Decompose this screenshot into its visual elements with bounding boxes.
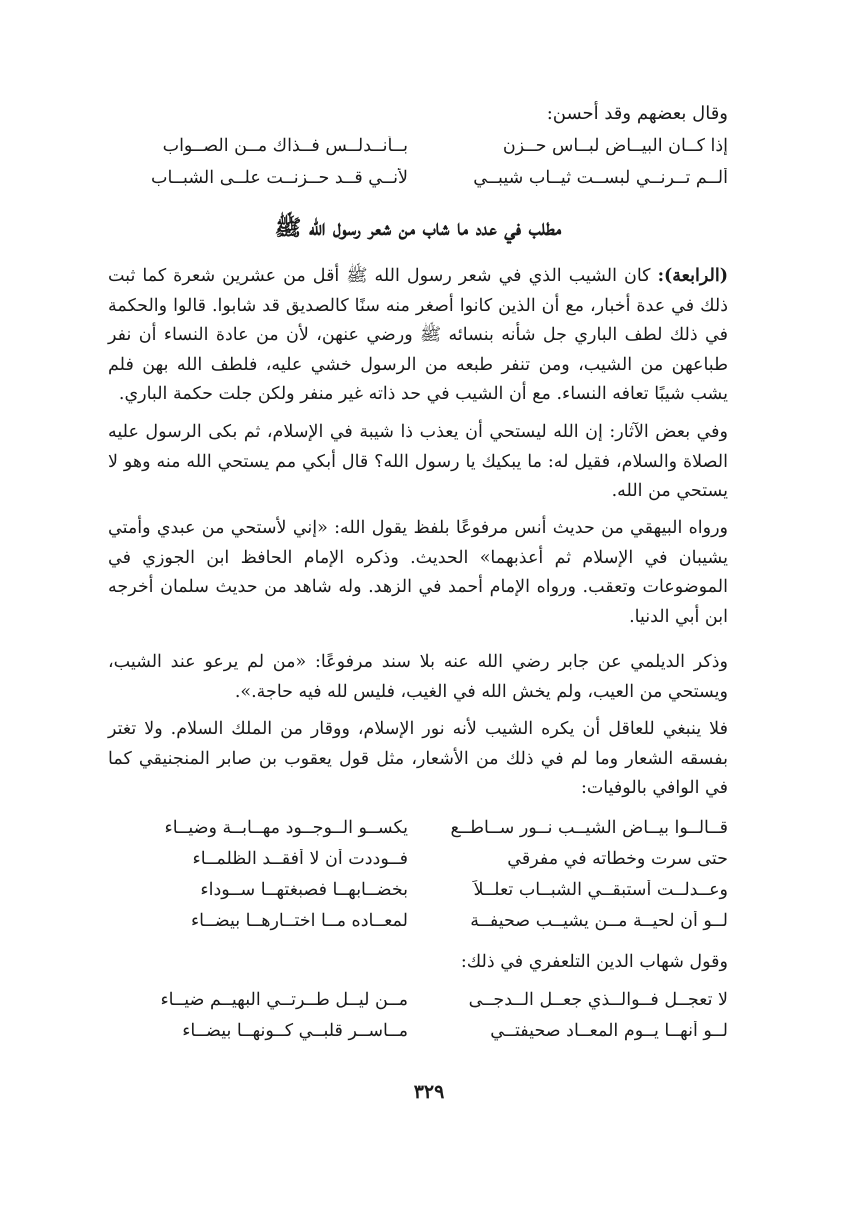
paragraph-text: وذكر الديلمي عن جابر رضي الله عنه بلا سند مرفوعًا: «من لم يرعو عند الشيب، ويستحي من العيب، ولم يخش الله في الغيب، فليس لله فيه حاجة.». xyxy=(108,652,728,702)
paragraph xyxy=(108,514,728,632)
verse-hemistich-first: لــو أن لحيــة مــن يشيــب صحيفــة xyxy=(470,911,728,931)
verse-hemistich-second: بــأنــدلــس فــذاك مــن الصــواب xyxy=(162,136,408,156)
paragraph xyxy=(108,262,728,410)
verse-couplet xyxy=(108,849,728,881)
verse-hemistich-second: فــوددت أن لا أفقــد الظلمــاء xyxy=(192,849,408,869)
verse-hemistich-first: حتى سرت وخطاته في مفرقي xyxy=(507,849,728,869)
verse-hemistich-second: مــن ليــل طــرتــي البهيــم ضيــاء xyxy=(160,990,408,1010)
verse-hemistich-second: بخضــابهــا فصبغتهــا ســوداء xyxy=(200,880,408,900)
verse-hemistich-first: وعــدلــت أستبقــي الشبــاب تعلــلاً xyxy=(473,880,728,900)
verse-hemistich-first: إذا كــان البيــاض لبــاس حــزن xyxy=(502,136,728,156)
page-number: ٣٢٩ xyxy=(413,1081,445,1103)
section-heading: مطلب في عدد ما شاب من شعر رسول الله ﷺ xyxy=(274,215,562,241)
verse-hemistich-second: لمعــاده مــا اختــارهــا بيضــاء xyxy=(190,911,408,931)
verse-couplet xyxy=(108,136,728,168)
verse-couplet xyxy=(108,880,728,912)
intro-line: وقول شهاب الدين التلعفري في ذلك: xyxy=(460,952,728,972)
verse-hemistich-first: لــو أنهــا يــوم المعــاد صحيفتــي xyxy=(490,1021,728,1041)
paragraph-text: وفي بعض الآثار: إن الله ليستحي أن يعذب ذا شيبة في الإسلام، ثم بكى الرسول عليه الصلاة والسلام، فقيل له: ما يبكيك يا رسول الله؟ قال أبكي مم يستحي الله منه وهو لا يستحي من الله. xyxy=(108,422,728,501)
verse-couplet xyxy=(108,1021,728,1053)
verse-couplet xyxy=(108,168,728,200)
paragraph xyxy=(108,418,728,507)
verse-hemistich-first: قــالــوا بيــاض الشيــب نــور ســاطــع xyxy=(450,818,728,838)
verse-hemistich-second: لأنــي قــد حــزنــت علــى الشبــاب xyxy=(150,168,408,188)
intro-line: وقال بعضهم وقد أحسن: xyxy=(546,103,728,124)
paragraph-text: فلا ينبغي للعاقل أن يكره الشيب لأنه نور الإسلام، ووقار من الملك السلام. ولا تغتر بفسقه الشعار وما لم في ذلك من الأشعار، مثل قول يعقوب بن صابر المنجنيقي كما في الوافي بالوفيات: xyxy=(108,719,728,798)
verse-couplet xyxy=(108,911,728,943)
verse-hemistich-second: يكســو الــوجــود مهــابــة وضيــاء xyxy=(164,818,408,838)
paragraph xyxy=(108,648,728,707)
verse-couplet xyxy=(108,990,728,1022)
paragraph-text: كان الشيب الذي في شعر رسول الله ﷺ أقل من عشرين شعرة كما ثبت ذلك في عدة أخبار، مع أن الذين كانوا أصغر منه سنًا كالصديق قد شابوا. قالوا والحكمة في ذلك لطف الباري جل شأنه بنسائه ﷺ ورضي عنهن، لأن من عادة النساء أن نفر طباعهن من الشيب، ومن تنفر طبعه من الرسول خشي عليه، فلطف الله بهن فلم يشب شيبًا تعافه النساء. مع أن الشيب في حد ذاته غير منفر ولكن جلت حكمة الباري. xyxy=(108,266,728,404)
verse-couplet xyxy=(108,818,728,850)
paragraph xyxy=(108,715,728,804)
verse-hemistich-first: ألــم تــرنــي لبســت ثيــاب شيبــي xyxy=(473,168,728,188)
paragraph-lead: (الرابعة): xyxy=(657,266,728,286)
paragraph-text: ورواه البيهقي من حديث أنس مرفوعًا بلفظ يقول الله: «إني لأستحي من عبدي وأمتي يشيبان في الإسلام ثم أعذبهما» الحديث. وذكره الإمام الحافظ ابن الجوزي في الموضوعات وتعقب. ورواه الإمام أحمد في الزهد. وله شاهد من حديث سلمان أخرجه ابن أبي الدنيا. xyxy=(108,518,728,627)
verse-hemistich-second: مــاســر قلبــي كــونهــا بيضــاء xyxy=(182,1021,408,1041)
verse-hemistich-first: لا تعجــل فــوالــذي جعــل الــدجــى xyxy=(468,990,728,1010)
